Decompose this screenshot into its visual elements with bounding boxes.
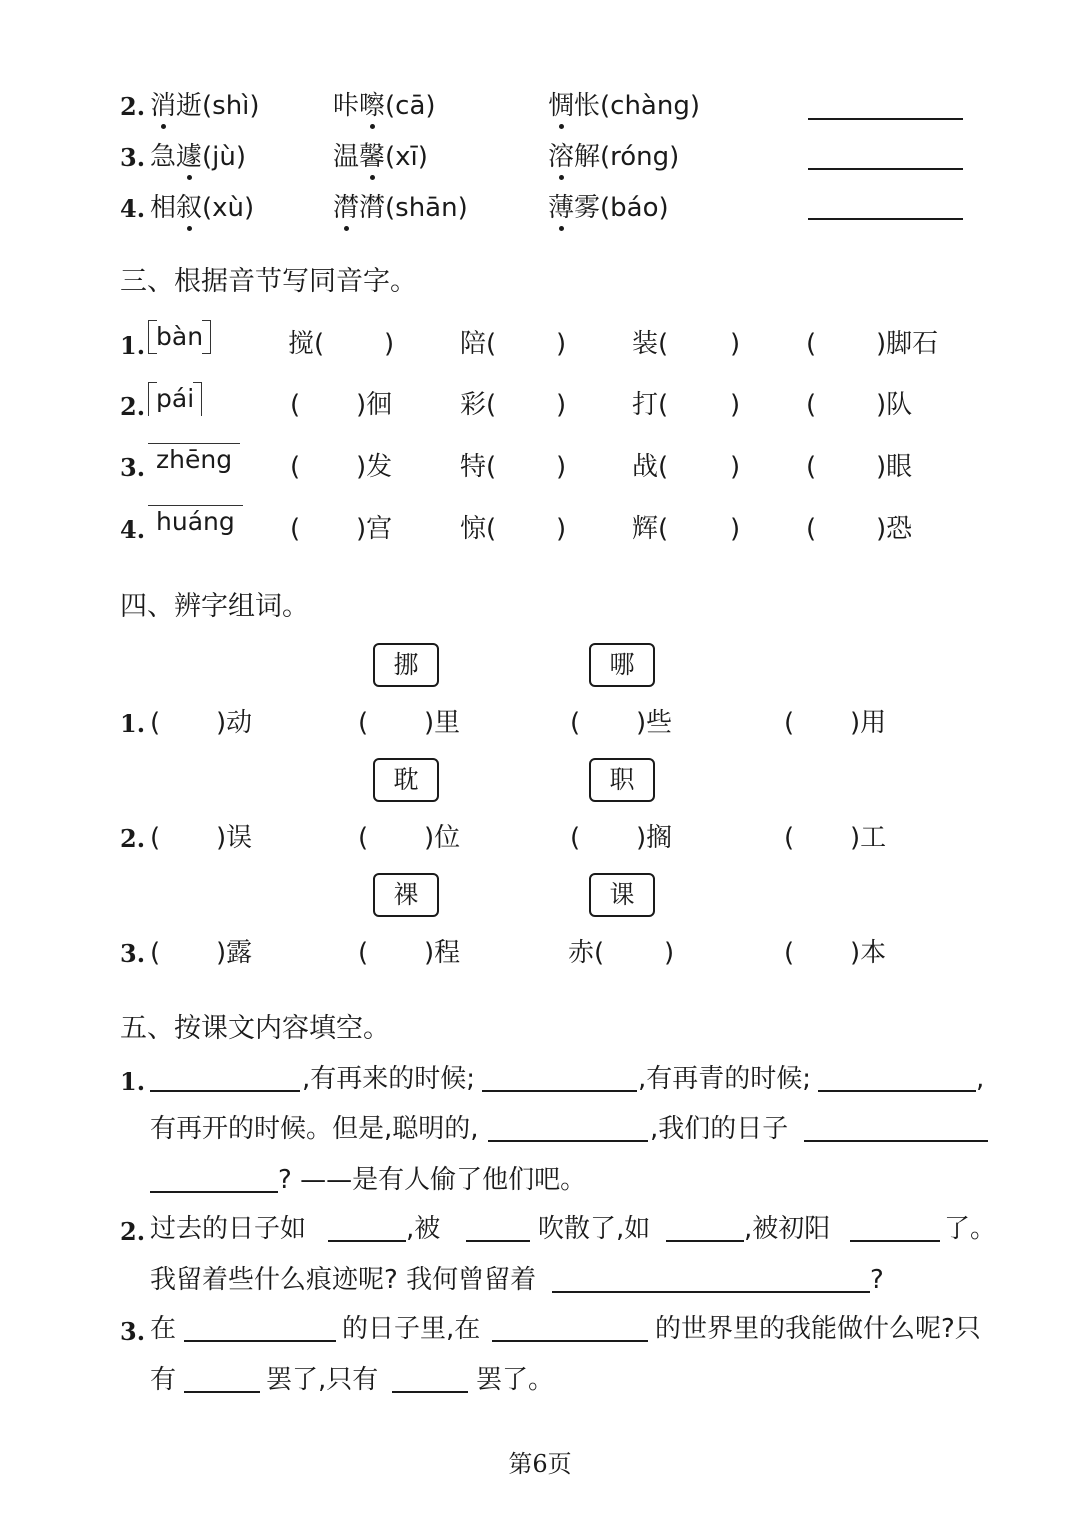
text-segment: ,被初阳 <box>744 1214 831 1244</box>
word-item: 急遽(jù) <box>150 142 247 172</box>
item-number: 3. <box>120 939 146 968</box>
cell: ) <box>664 938 675 968</box>
cell: )位 <box>424 823 461 853</box>
cell: )误 <box>216 823 253 853</box>
pinyin-box: zhēng <box>148 443 240 477</box>
answer-blank[interactable] <box>808 118 963 120</box>
pinyin-box: bàn <box>148 320 211 354</box>
word-item: 消逝(shì) <box>150 91 260 121</box>
answer-blank[interactable] <box>808 218 963 220</box>
cell: )队 <box>876 390 913 420</box>
cell: )些 <box>636 708 673 738</box>
answer-blank[interactable] <box>328 1240 406 1242</box>
cell: ) <box>730 390 741 420</box>
section-title: 五、按课文内容填空。 <box>120 1013 390 1044</box>
cell: ) <box>556 514 567 544</box>
cell: )脚石 <box>876 329 939 359</box>
text-segment: 有再开的时候。但是,聪明的, <box>150 1114 479 1144</box>
cell: 特( <box>460 452 497 482</box>
cell: ) <box>556 452 567 482</box>
answer-blank[interactable] <box>804 1140 988 1142</box>
cell: )宫 <box>356 514 393 544</box>
cell: ( <box>784 708 795 738</box>
answer-blank[interactable] <box>818 1090 976 1092</box>
text-segment: ? <box>870 1265 884 1295</box>
cell: 搅( <box>288 329 325 359</box>
cell: ( <box>358 708 369 738</box>
item-number: 2. <box>120 392 146 421</box>
char-box: 耽 <box>373 758 439 802</box>
item-number: 1. <box>120 1067 146 1096</box>
cell: 打( <box>632 390 669 420</box>
char-box: 哪 <box>589 643 655 687</box>
item-number: 4. <box>120 515 146 544</box>
answer-blank[interactable] <box>150 1191 278 1193</box>
answer-blank[interactable] <box>492 1340 648 1342</box>
word-item: 惆怅(chàng) <box>548 91 700 121</box>
answer-blank[interactable] <box>150 1090 300 1092</box>
cell: 装( <box>632 329 669 359</box>
text-segment: ,有再来的时候; <box>302 1064 476 1094</box>
word-item: 咔嚓(cā) <box>333 91 436 121</box>
cell: ( <box>150 823 161 853</box>
cell: )本 <box>850 938 887 968</box>
cell: ( <box>290 390 301 420</box>
cell: ( <box>806 329 817 359</box>
text-segment: ? ——是有人偷了他们吧。 <box>278 1165 587 1195</box>
item-number: 2. <box>120 1217 146 1246</box>
answer-blank[interactable] <box>184 1391 260 1393</box>
text-segment: 过去的日子如 <box>150 1214 307 1244</box>
cell: )动 <box>216 708 253 738</box>
cell: )用 <box>850 708 887 738</box>
cell: )程 <box>424 938 461 968</box>
cell: ( <box>150 938 161 968</box>
cell: )搁 <box>636 823 673 853</box>
answer-blank[interactable] <box>466 1240 530 1242</box>
cell: ( <box>358 938 369 968</box>
cell: ( <box>806 514 817 544</box>
answer-blank[interactable] <box>184 1340 336 1342</box>
cell: 战( <box>632 452 669 482</box>
word-item: 薄雾(báo) <box>548 193 669 223</box>
text-segment: 罢了,只有 <box>266 1365 379 1395</box>
cell: ( <box>806 452 817 482</box>
item-number: 4. <box>120 194 146 223</box>
page-number: 第6页 <box>508 1450 572 1478</box>
answer-blank[interactable] <box>850 1240 940 1242</box>
section-title: 四、辨字组词。 <box>120 591 309 622</box>
item-number: 3. <box>120 453 146 482</box>
cell: )里 <box>424 708 461 738</box>
word-item: 潸潸(shān) <box>333 193 468 223</box>
cell: )眼 <box>876 452 913 482</box>
cell: )发 <box>356 452 393 482</box>
word-item: 相叙(xù) <box>150 193 255 223</box>
section-title: 三、根据音节写同音字。 <box>120 266 417 297</box>
cell: )工 <box>850 823 887 853</box>
cell: )徊 <box>356 390 393 420</box>
char-box: 挪 <box>373 643 439 687</box>
item-number: 1. <box>120 709 146 738</box>
answer-blank[interactable] <box>552 1291 870 1293</box>
cell: ( <box>806 390 817 420</box>
text-segment: 罢了。 <box>476 1365 555 1395</box>
cell: ) <box>556 329 567 359</box>
text-segment: ,被 <box>406 1214 441 1244</box>
item-number: 2. <box>120 824 146 853</box>
text-segment: ,我们的日子 <box>650 1114 789 1144</box>
answer-blank[interactable] <box>666 1240 744 1242</box>
cell: ( <box>570 823 581 853</box>
cell: ) <box>730 329 741 359</box>
text-segment: 吹散了,如 <box>538 1214 651 1244</box>
cell: ) <box>730 452 741 482</box>
char-box: 职 <box>589 758 655 802</box>
cell: ( <box>290 514 301 544</box>
text-segment: 了。 <box>944 1214 997 1244</box>
cell: ( <box>358 823 369 853</box>
answer-blank[interactable] <box>488 1140 648 1142</box>
pinyin-box: pái <box>148 382 202 416</box>
cell: ( <box>150 708 161 738</box>
cell: 陪( <box>460 329 497 359</box>
text-segment: , <box>976 1064 985 1094</box>
cell: 惊( <box>460 514 497 544</box>
item-number: 3. <box>120 143 146 172</box>
char-box: 祼 <box>373 873 439 917</box>
pinyin-box: huáng <box>148 505 243 539</box>
answer-blank[interactable] <box>808 168 963 170</box>
answer-blank[interactable] <box>392 1391 468 1393</box>
text-segment: 我留着些什么痕迹呢? 我何曾留着 <box>150 1265 537 1295</box>
cell: ) <box>556 390 567 420</box>
cell: ( <box>784 938 795 968</box>
cell: )露 <box>216 938 253 968</box>
cell: 赤( <box>568 938 605 968</box>
cell: 辉( <box>632 514 669 544</box>
cell: ( <box>290 452 301 482</box>
text-segment: ,有再青的时候; <box>638 1064 812 1094</box>
text-segment: 的日子里,在 <box>342 1314 481 1344</box>
item-number: 3. <box>120 1317 146 1346</box>
item-number: 1. <box>120 331 146 360</box>
cell: ( <box>570 708 581 738</box>
cell: ) <box>384 329 395 359</box>
cell: ( <box>784 823 795 853</box>
char-box: 课 <box>589 873 655 917</box>
text-segment: 的世界里的我能做什么呢?只 <box>655 1314 981 1344</box>
cell: )恐 <box>876 514 913 544</box>
cell: 彩( <box>460 390 497 420</box>
cell: ) <box>730 514 741 544</box>
answer-blank[interactable] <box>482 1090 637 1092</box>
item-number: 2. <box>120 92 146 121</box>
text-segment: 在 <box>150 1314 177 1344</box>
word-item: 温馨(xī) <box>333 142 428 172</box>
text-segment: 有 <box>150 1365 177 1395</box>
word-item: 溶解(róng) <box>548 142 680 172</box>
